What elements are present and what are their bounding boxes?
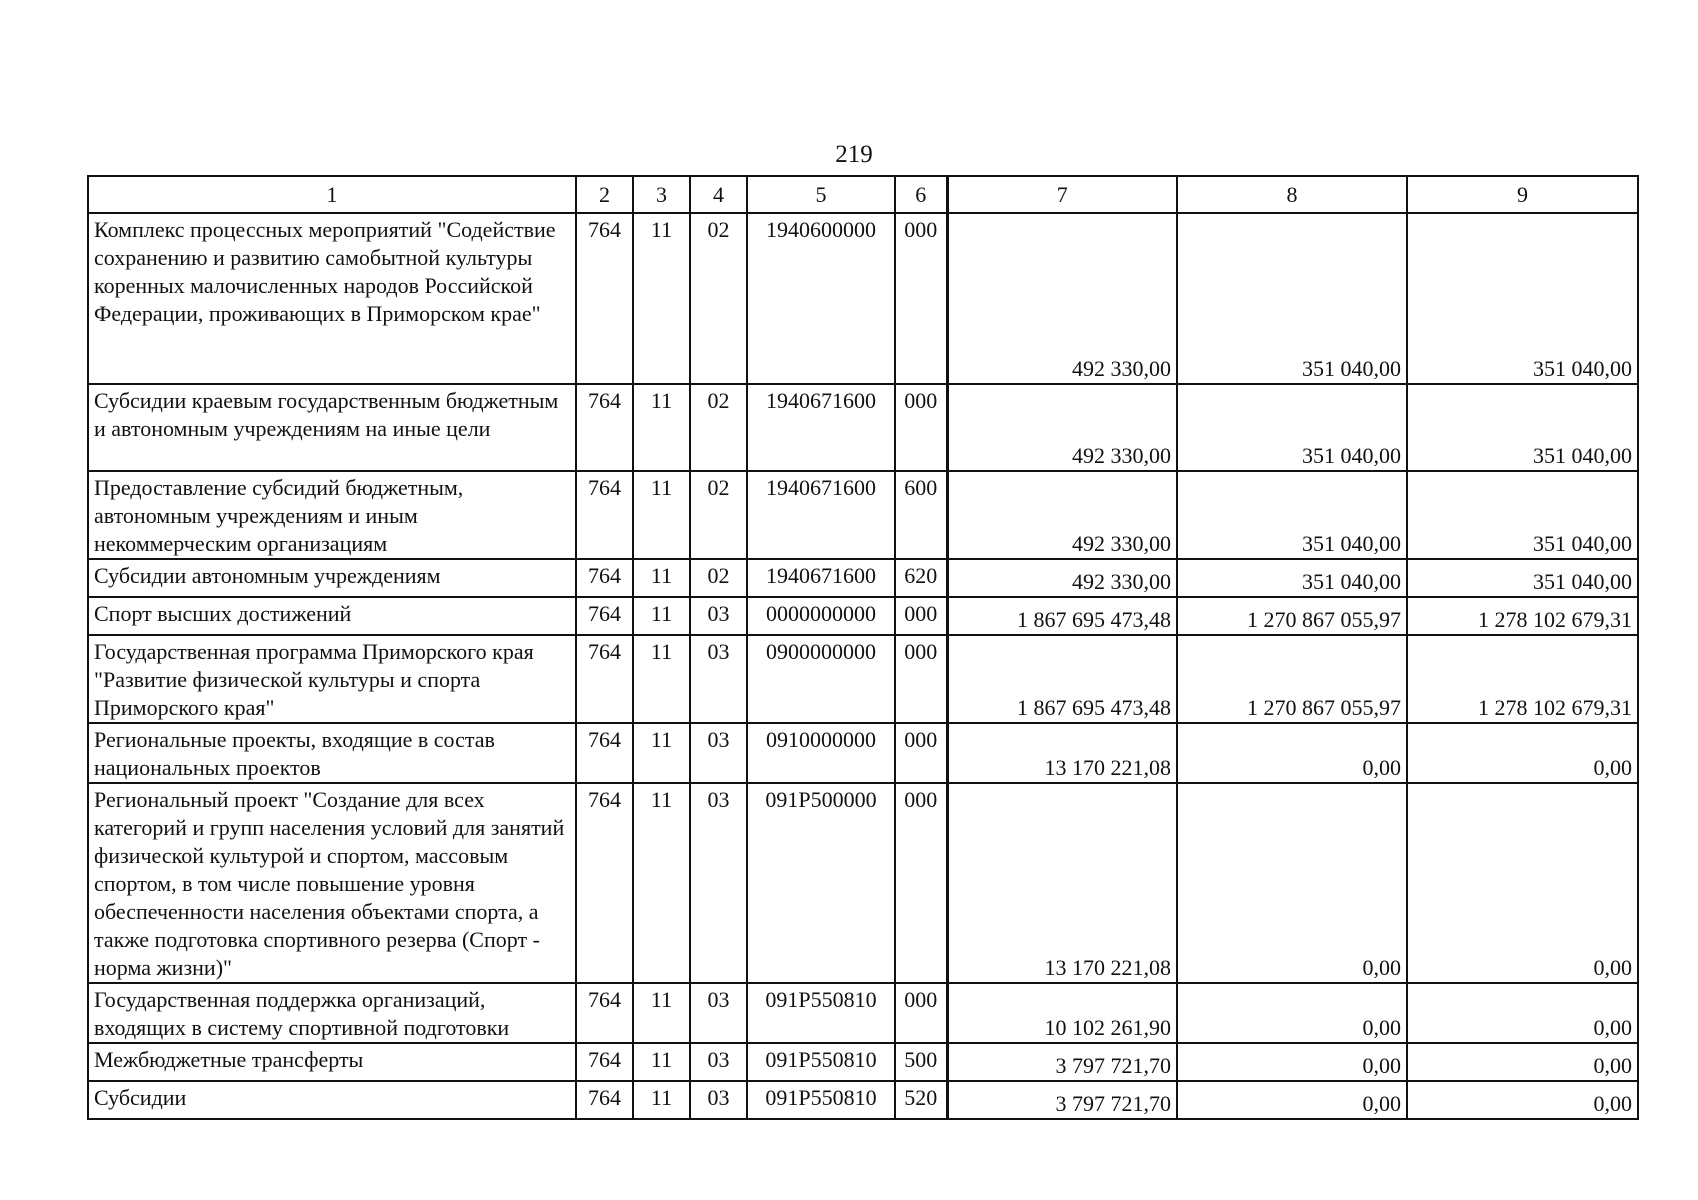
- cell-code: 11: [633, 723, 690, 783]
- cell-code: 11: [633, 471, 690, 559]
- table-row: [88, 384, 1638, 471]
- cell-code: 000: [895, 635, 947, 723]
- cell-amount: 1 278 102 679,31: [1407, 597, 1638, 635]
- cell-code: 764: [576, 384, 633, 471]
- cell-code: 1940671600: [747, 471, 895, 559]
- cell-code: 11: [633, 1043, 690, 1081]
- cell-code: 000: [895, 723, 947, 783]
- table-row: [88, 783, 1638, 983]
- table-row: [88, 559, 1638, 597]
- cell-code: 764: [576, 1043, 633, 1081]
- cell-code: 620: [895, 559, 947, 597]
- cell-code: 11: [633, 384, 690, 471]
- cell-code: 11: [633, 597, 690, 635]
- cell-amount: 0,00: [1177, 1081, 1407, 1119]
- budget-table: [87, 175, 1639, 1120]
- cell-code: 11: [633, 1081, 690, 1119]
- cell-amount: 13 170 221,08: [947, 723, 1177, 783]
- row-name: Региональные проекты, входящие в состав национальных проектов: [88, 723, 576, 783]
- row-name: Субсидии: [88, 1081, 576, 1119]
- cell-amount: 492 330,00: [947, 384, 1177, 471]
- cell-code: 03: [690, 1081, 747, 1119]
- cell-code: 1940671600: [747, 384, 895, 471]
- cell-amount: 492 330,00: [947, 559, 1177, 597]
- cell-code: 764: [576, 983, 633, 1043]
- cell-code: 764: [576, 723, 633, 783]
- table-row: [88, 723, 1638, 783]
- column-header: 5: [747, 176, 895, 213]
- cell-code: 03: [690, 597, 747, 635]
- row-name: Субсидии краевым государственным бюджетным и автономным учреждениям на иные цели: [88, 384, 576, 471]
- cell-amount: 351 040,00: [1177, 559, 1407, 597]
- cell-amount: 1 867 695 473,48: [947, 597, 1177, 635]
- cell-amount: 0,00: [1177, 783, 1407, 983]
- cell-code: 02: [690, 471, 747, 559]
- column-header: 3: [633, 176, 690, 213]
- cell-code: 000: [895, 783, 947, 983]
- table-row: [88, 635, 1638, 723]
- cell-amount: 0,00: [1407, 983, 1638, 1043]
- cell-code: 000: [895, 983, 947, 1043]
- column-header: 9: [1407, 176, 1638, 213]
- cell-code: 11: [633, 213, 690, 384]
- cell-amount: 1 867 695 473,48: [947, 635, 1177, 723]
- cell-code: 764: [576, 783, 633, 983]
- table-row: [88, 1043, 1638, 1081]
- cell-code: 520: [895, 1081, 947, 1119]
- table-row: [88, 213, 1638, 384]
- row-name: Государственная программа Приморского края "Развитие физической культуры и спорта Приморского края": [88, 635, 576, 723]
- cell-amount: 1 278 102 679,31: [1407, 635, 1638, 723]
- cell-amount: 492 330,00: [947, 213, 1177, 384]
- cell-code: 03: [690, 635, 747, 723]
- table-row: [88, 471, 1638, 559]
- column-header: 1: [88, 176, 576, 213]
- cell-code: 02: [690, 559, 747, 597]
- cell-amount: 13 170 221,08: [947, 783, 1177, 983]
- row-name: Предоставление субсидий бюджетным, автономным учреждениям и иным некоммерческим организациям: [88, 471, 576, 559]
- cell-amount: 0,00: [1177, 1043, 1407, 1081]
- cell-code: 03: [690, 723, 747, 783]
- column-header: 8: [1177, 176, 1407, 213]
- cell-amount: 351 040,00: [1407, 471, 1638, 559]
- cell-code: 764: [576, 471, 633, 559]
- cell-code: 0910000000: [747, 723, 895, 783]
- cell-amount: 3 797 721,70: [947, 1081, 1177, 1119]
- row-name: Комплекс процессных мероприятий "Содействие сохранению и развитию самобытной культуры коренных малочисленных народов Российской Федерации, проживающих в Приморском крае": [88, 213, 576, 384]
- row-name: Региональный проект "Создание для всех категорий и групп населения условий для занятий физической культурой и спортом, массовым спортом, в том числе повышение уровня обеспеченности населения объектами спорта, а также подготовка спортивного резерва (Спорт - норма жизни)": [88, 783, 576, 983]
- row-name: Межбюджетные трансферты: [88, 1043, 576, 1081]
- cell-code: 11: [633, 635, 690, 723]
- cell-amount: 10 102 261,90: [947, 983, 1177, 1043]
- cell-code: 091P500000: [747, 783, 895, 983]
- cell-amount: 0,00: [1177, 723, 1407, 783]
- cell-code: 764: [576, 1081, 633, 1119]
- cell-code: 02: [690, 213, 747, 384]
- column-header: 4: [690, 176, 747, 213]
- cell-code: 03: [690, 983, 747, 1043]
- cell-amount: 351 040,00: [1407, 213, 1638, 384]
- table-header-row: [88, 176, 1638, 213]
- cell-amount: 351 040,00: [1177, 384, 1407, 471]
- cell-code: 500: [895, 1043, 947, 1081]
- table-row: [88, 983, 1638, 1043]
- cell-code: 091P550810: [747, 1043, 895, 1081]
- cell-code: 764: [576, 635, 633, 723]
- cell-code: 0900000000: [747, 635, 895, 723]
- cell-amount: 1 270 867 055,97: [1177, 635, 1407, 723]
- cell-code: 000: [895, 384, 947, 471]
- cell-code: 1940671600: [747, 559, 895, 597]
- column-header: 6: [895, 176, 947, 213]
- cell-amount: 0,00: [1407, 1081, 1638, 1119]
- cell-amount: 0,00: [1177, 983, 1407, 1043]
- cell-code: 03: [690, 1043, 747, 1081]
- cell-code: 11: [633, 983, 690, 1043]
- column-header: 2: [576, 176, 633, 213]
- cell-code: 03: [690, 783, 747, 983]
- cell-amount: 3 797 721,70: [947, 1043, 1177, 1081]
- table-row: [88, 597, 1638, 635]
- cell-code: 1940600000: [747, 213, 895, 384]
- cell-code: 0000000000: [747, 597, 895, 635]
- row-name: Государственная поддержка организаций, входящих в систему спортивной подготовки: [88, 983, 576, 1043]
- cell-amount: 351 040,00: [1407, 559, 1638, 597]
- cell-amount: 1 270 867 055,97: [1177, 597, 1407, 635]
- cell-code: 091P550810: [747, 1081, 895, 1119]
- cell-code: 600: [895, 471, 947, 559]
- cell-code: 11: [633, 559, 690, 597]
- cell-amount: 351 040,00: [1177, 213, 1407, 384]
- cell-code: 02: [690, 384, 747, 471]
- column-header: 7: [947, 176, 1177, 213]
- row-name: Субсидии автономным учреждениям: [88, 559, 576, 597]
- cell-amount: 351 040,00: [1177, 471, 1407, 559]
- page-number: 219: [835, 141, 873, 168]
- cell-code: 000: [895, 213, 947, 384]
- table-row: [88, 1081, 1638, 1119]
- cell-code: 091P550810: [747, 983, 895, 1043]
- row-name: Спорт высших достижений: [88, 597, 576, 635]
- cell-amount: 0,00: [1407, 1043, 1638, 1081]
- cell-code: 764: [576, 597, 633, 635]
- cell-code: 764: [576, 213, 633, 384]
- cell-code: 11: [633, 783, 690, 983]
- cell-code: 764: [576, 559, 633, 597]
- cell-amount: 0,00: [1407, 723, 1638, 783]
- cell-amount: 0,00: [1407, 783, 1638, 983]
- cell-amount: 492 330,00: [947, 471, 1177, 559]
- cell-code: 000: [895, 597, 947, 635]
- cell-amount: 351 040,00: [1407, 384, 1638, 471]
